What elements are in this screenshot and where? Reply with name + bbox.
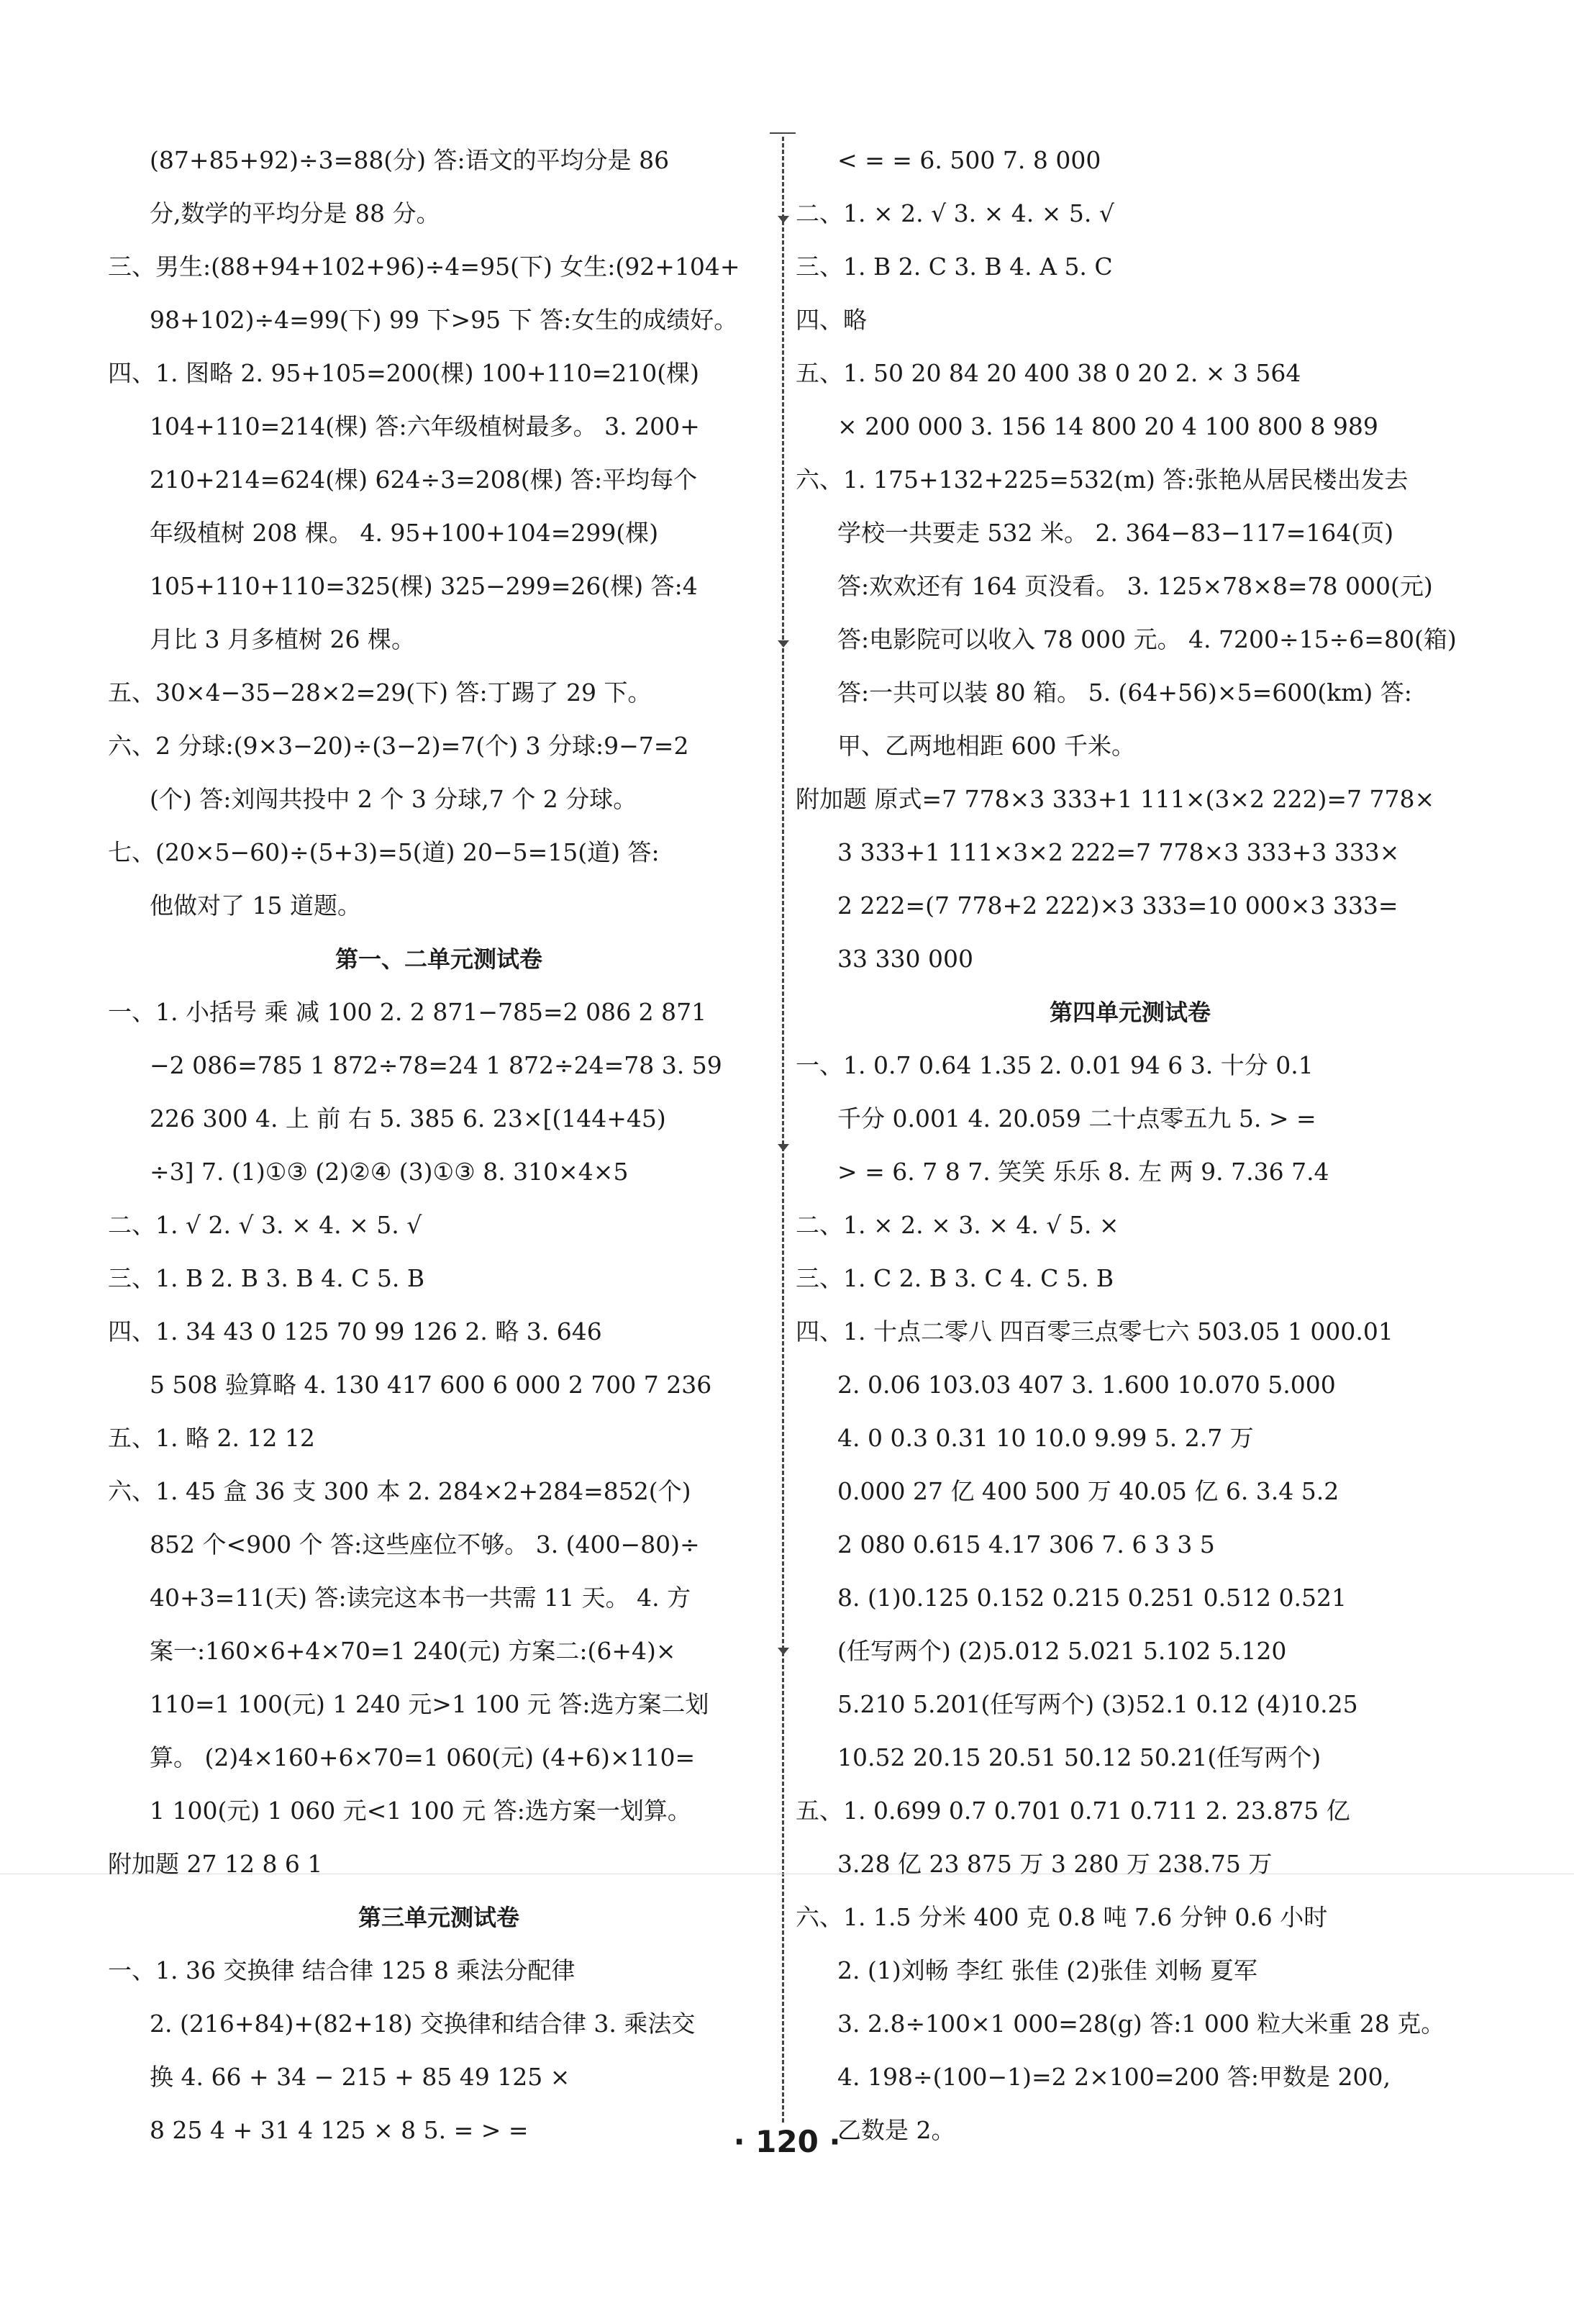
answer-line: 2 080 0.615 4.17 306 7. 6 3 3 5 <box>837 1530 1215 1558</box>
answer-line: 三、男生:(88+94+102+96)÷4=95(下) 女生:(92+104+ <box>108 253 740 281</box>
answer-line: 10.52 20.15 20.51 50.12 50.21(任写两个) <box>837 1743 1321 1771</box>
answer-line: < = = 6. 500 7. 8 000 <box>837 146 1101 174</box>
answer-line: 二、1. × 2. × 3. × 4. √ 5. × <box>796 1211 1119 1239</box>
answer-line: 二、1. × 2. √ 3. × 4. × 5. √ <box>796 199 1114 227</box>
answer-line: 5.210 5.201(任写两个) (3)52.1 0.12 (4)10.25 <box>837 1690 1358 1718</box>
answer-line: 1 100(元) 1 060 元<1 100 元 答:选方案一划算。 <box>150 1797 691 1825</box>
answer-line: 四、1. 图略 2. 95+105=200(棵) 100+110=210(棵) <box>108 359 699 387</box>
answer-line: 六、1. 1.5 分米 400 克 0.8 吨 7.6 分钟 0.6 小时 <box>796 1903 1328 1931</box>
answer-line: 8 25 4 + 31 4 125 × 8 5. = > = <box>150 2116 529 2144</box>
answer-line: 2. (1)刘畅 李红 张佳 (2)张佳 刘畅 夏军 <box>837 1956 1257 1984</box>
answer-line: 附加题 原式=7 778×3 333+1 111×(3×2 222)=7 778× <box>796 785 1435 813</box>
section-title: 第四单元测试卷 <box>1049 999 1211 1026</box>
answer-line: 答:电影院可以收入 78 000 元。 4. 7200÷15÷6=80(箱) <box>837 625 1457 653</box>
answer-line: 六、1. 45 盒 36 支 300 本 2. 284×2+284=852(个) <box>108 1477 691 1505</box>
answer-line: 甲、乙两地相距 600 千米。 <box>837 732 1135 760</box>
answer-line: 8. (1)0.125 0.152 0.215 0.251 0.512 0.521 <box>837 1584 1347 1612</box>
answer-line: 二、1. √ 2. √ 3. × 4. × 5. √ <box>108 1211 422 1239</box>
answer-line: 五、30×4−35−28×2=29(下) 答:丁踢了 29 下。 <box>108 678 652 707</box>
answer-line: 226 300 4. 上 前 右 5. 385 6. 23×[(144+45) <box>150 1104 666 1133</box>
answer-line: 110=1 100(元) 1 240 元>1 100 元 答:选方案二划 <box>150 1690 709 1718</box>
answer-line: (个) 答:刘闯共投中 2 个 3 分球,7 个 2 分球。 <box>150 785 637 813</box>
answer-line: 3.28 亿 23 875 万 3 280 万 238.75 万 <box>837 1850 1273 1878</box>
answer-line: 三、1. C 2. B 3. C 4. C 5. B <box>796 1264 1114 1292</box>
divider-arrow <box>778 1648 789 1655</box>
answer-line: 5 508 验算略 4. 130 417 600 6 000 2 700 7 236 <box>150 1371 712 1399</box>
answer-line: 三、1. B 2. C 3. B 4. A 5. C <box>796 253 1113 281</box>
answer-line: 2. 0.06 103.03 407 3. 1.600 10.070 5.000 <box>837 1371 1336 1399</box>
answer-line: 三、1. B 2. B 3. B 4. C 5. B <box>108 1264 425 1292</box>
answer-line: 月比 3 月多植树 26 棵。 <box>150 625 415 653</box>
answer-line: 4. 0 0.3 0.31 10 10.0 9.99 5. 2.7 万 <box>837 1424 1254 1452</box>
answer-line: 852 个<900 个 答:这些座位不够。 3. (400−80)÷ <box>150 1530 700 1558</box>
answer-line: > = 6. 7 8 7. 笑笑 乐乐 8. 左 两 9. 7.36 7.4 <box>837 1158 1329 1186</box>
answer-line: 答:欢欢还有 164 页没看。 3. 125×78×8=78 000(元) <box>837 572 1433 600</box>
answer-line: 答:一共可以装 80 箱。 5. (64+56)×5=600(km) 答: <box>837 678 1412 707</box>
answer-line: 一、1. 36 交换律 结合律 125 8 乘法分配律 <box>108 1956 576 1984</box>
right-column <box>796 134 1465 2157</box>
answer-line: 案一:160×6+4×70=1 240(元) 方案二:(6+4)× <box>150 1637 676 1665</box>
answer-line: 104+110=214(棵) 答:六年级植树最多。 3. 200+ <box>150 412 700 440</box>
answer-line: 五、1. 略 2. 12 12 <box>108 1424 315 1452</box>
answer-line: 98+102)÷4=99(下) 99 下>95 下 答:女生的成绩好。 <box>150 306 738 334</box>
answer-line: 2. (216+84)+(82+18) 交换律和结合律 3. 乘法交 <box>150 2010 696 2038</box>
answer-line: (任写两个) (2)5.012 5.021 5.102 5.120 <box>837 1637 1287 1665</box>
divider-arrow <box>778 1144 789 1151</box>
answer-line: 六、1. 175+132+225=532(m) 答:张艳从居民楼出发去 <box>796 466 1409 494</box>
answer-line: 40+3=11(天) 答:读完这本书一共需 11 天。 4. 方 <box>150 1584 691 1612</box>
section-title: 第三单元测试卷 <box>358 1904 519 1931</box>
answer-line: 六、2 分球:(9×3−20)÷(3−2)=7(个) 3 分球:9−7=2 <box>108 732 689 760</box>
answer-line: 四、1. 34 43 0 125 70 99 126 2. 略 3. 646 <box>108 1317 602 1345</box>
section-title: 第一、二单元测试卷 <box>335 945 542 973</box>
answer-line: 33 330 000 <box>837 945 973 973</box>
answer-line: 3. 2.8÷100×1 000=28(g) 答:1 000 粒大米重 28 克。 <box>837 2010 1445 2038</box>
answer-line: 四、略 <box>796 306 867 334</box>
answer-line: 105+110+110=325(棵) 325−299=26(棵) 答:4 <box>150 572 698 600</box>
answer-line: 他做对了 15 道题。 <box>150 891 361 920</box>
answer-line: 2 222=(7 778+2 222)×3 333=10 000×3 333= <box>837 891 1398 920</box>
answer-line: 学校一共要走 532 米。 2. 364−83−117=164(页) <box>837 519 1394 547</box>
answer-line: 年级植树 208 棵。 4. 95+100+104=299(棵) <box>150 519 659 547</box>
answer-line: −2 086=785 1 872÷78=24 1 872÷24=78 3. 59 <box>150 1051 722 1079</box>
answer-line: 4. 198÷(100−1)=2 2×100=200 答:甲数是 200, <box>837 2063 1391 2091</box>
answer-line: 3 333+1 111×3×2 222=7 778×3 333+3 333× <box>837 838 1400 866</box>
column-divider <box>782 137 784 2123</box>
answer-line: 五、1. 0.699 0.7 0.701 0.71 0.711 2. 23.875 亿 <box>796 1797 1350 1825</box>
answer-line: 算。 (2)4×160+6×70=1 060(元) (4+6)×110= <box>150 1743 696 1771</box>
answer-line: 附加题 27 12 8 6 1 <box>108 1850 323 1878</box>
answer-line: 一、1. 0.7 0.64 1.35 2. 0.01 94 6 3. 十分 0.1 <box>796 1051 1314 1079</box>
answer-line: 210+214=624(棵) 624÷3=208(棵) 答:平均每个 <box>150 466 698 494</box>
answer-line: (87+85+92)÷3=88(分) 答:语文的平均分是 86 <box>150 146 670 174</box>
answer-line: 分,数学的平均分是 88 分。 <box>150 199 440 227</box>
divider-arrow <box>778 216 789 223</box>
answer-line: 千分 0.001 4. 20.059 二十点零五九 5. > = <box>837 1104 1316 1133</box>
answer-line: 四、1. 十点二零八 四百零三点零七六 503.05 1 000.01 <box>796 1317 1393 1345</box>
divider-arrow <box>778 640 789 648</box>
answer-line: 七、(20×5−60)÷(5+3)=5(道) 20−5=15(道) 答: <box>108 838 660 866</box>
page-number: · 120 · <box>733 2124 841 2159</box>
answer-line: ÷3] 7. (1)①③ (2)②④ (3)①③ 8. 310×4×5 <box>150 1158 629 1186</box>
answer-line: 五、1. 50 20 84 20 400 38 0 20 2. × 3 564 <box>796 359 1301 387</box>
answer-line: 乙数是 2。 <box>837 2116 955 2144</box>
answer-line: × 200 000 3. 156 14 800 20 4 100 800 8 989 <box>837 412 1378 440</box>
divider-cap <box>770 132 796 134</box>
answer-line: 0.000 27 亿 400 500 万 40.05 亿 6. 3.4 5.2 <box>837 1477 1339 1505</box>
left-column <box>108 134 770 2157</box>
answer-line: 一、1. 小括号 乘 减 100 2. 2 871−785=2 086 2 871 <box>108 998 707 1026</box>
answer-line: 换 4. 66 + 34 − 215 + 85 49 125 × <box>150 2063 570 2091</box>
